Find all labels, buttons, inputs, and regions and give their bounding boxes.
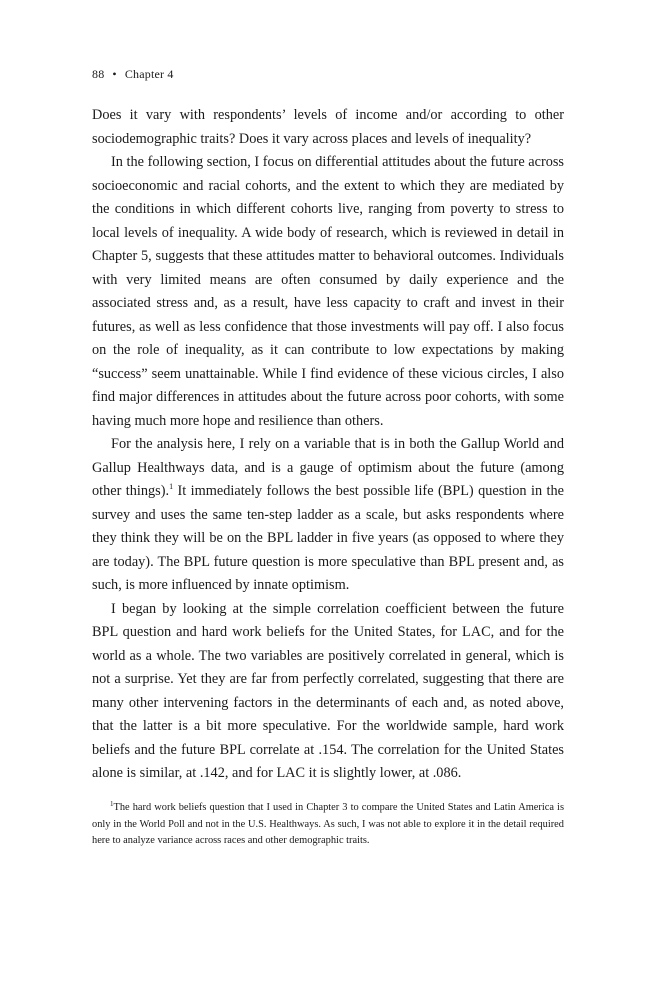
chapter-label: Chapter 4: [124, 67, 174, 81]
footnote-reference[interactable]: 1: [169, 482, 174, 491]
footnote-mark: 1: [110, 800, 114, 808]
footnote: [92, 800, 564, 850]
running-head: [92, 66, 564, 82]
body-paragraph-3: [92, 433, 564, 598]
paragraph-3-text-after: It immediately follows the best possible life (BPL) question in the survey and uses the same ten-step ladder as a scale, but asks respondents where they think they will be on the BPL ladder in five years (as opposed to where they are today). The BPL future question is more speculative than BPL present and, as such, is more influenced by innate optimism.: [92, 483, 564, 593]
page-body: [92, 66, 564, 786]
paragraph-3-text-before: For the analysis here, I rely on a variable that is in both the Gallup World and Gallup Healthways data, and is a gauge of optimism about the future (among other things).: [92, 436, 564, 499]
body-paragraph-2: In the following section, I focus on differential attitudes about the future across socioeconomic and racial cohorts, and the extent to which they are mediated by the conditions in which different cohorts live, ranging from poverty to stress to local levels of inequality. A wide body of research, which is reviewed in detail in Chapter 5, suggests that these attitudes matter to behavioral outcomes. Individuals with very limited means are often consumed by daily experience and the associated stress and, as a result, have less capacity to craft and invest in their futures, as well as less confidence that those investments will pay off. I also focus on the role of inequality, as it can contribute to low expectations by making “success” seem unattainable. While I find evidence of these vicious circles, I also find major differences in attitudes about the future across poor cohorts, with some having much more hope and resilience than others.: [92, 154, 564, 429]
running-head-separator: •: [112, 67, 117, 81]
body-paragraph-4: I began by looking at the simple correlation coefficient between the future BPL question and hard work beliefs for the United States, for LAC, and for the world as a whole. The two variables are positively correlated in general, which is not a surprise. Yet they are far from perfectly correlated, suggesting that there are many other intervening factors in the determinants of each and, as noted above, that the latter is a bit more speculative. For the worldwide sample, hard work beliefs and the future BPL correlate at .154. The correlation for the United States alone is similar, at .142, and for LAC it is slightly lower, at .086.: [92, 600, 564, 781]
footnote-text: The hard work beliefs question that I used in Chapter 3 to compare the United States and Latin America is only in the World Poll and not in the U.S. Healthways. As such, I was not able to explore it in the detail required here to analyze variance across races and other demographic traits.: [92, 802, 564, 846]
page-number: 88: [92, 67, 105, 81]
body-paragraph-1: Does it vary with respondents’ levels of income and/or according to other sociodemographic traits? Does it vary across places and levels of inequality?: [92, 107, 564, 147]
